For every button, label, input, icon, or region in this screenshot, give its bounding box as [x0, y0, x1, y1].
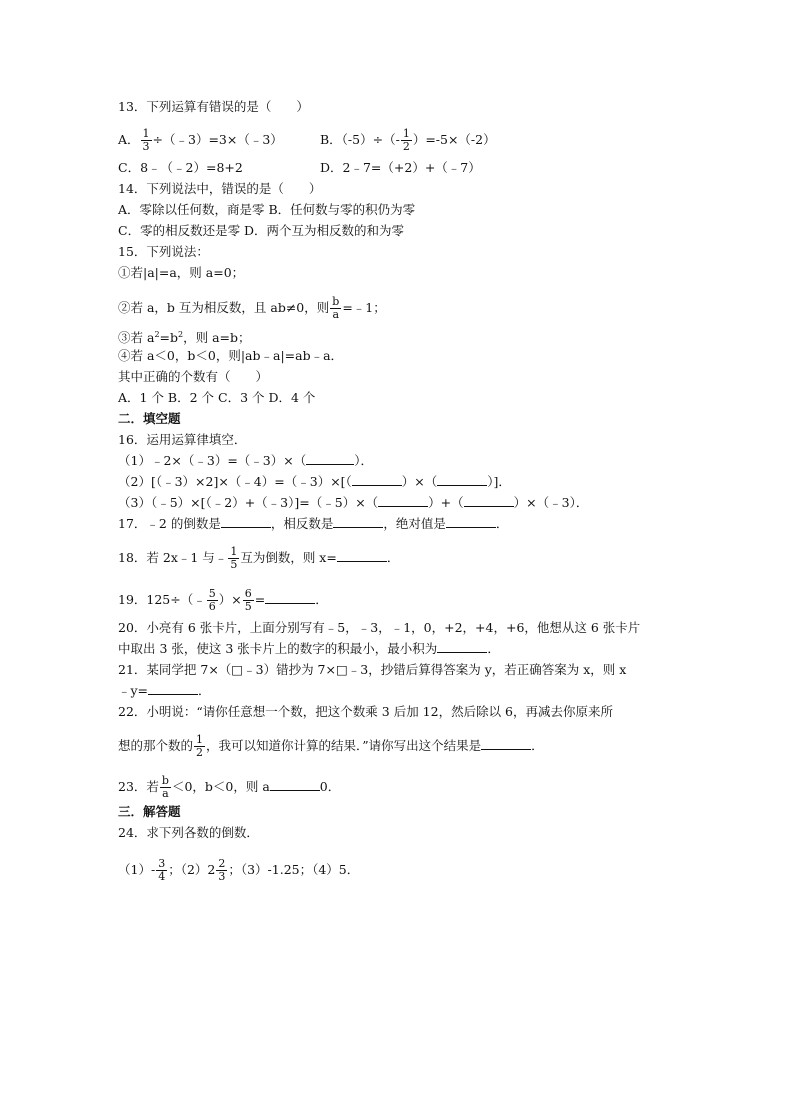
fraction-b-a: $\frac{b}{a}$ [161, 774, 169, 800]
answer-blank[interactable] [337, 549, 387, 562]
answer-blank[interactable] [378, 494, 428, 507]
q15-statement-3: ③若 $a^2=b^2$，则 a=b； [118, 330, 251, 345]
q15-statement-1: ①若|a|=a，则 a=0； [118, 265, 245, 280]
q16-line-3: （3）（﹣5）×[（﹣2）+（﹣3）]=（﹣5）×（ ）+（ ）×（﹣3）． [118, 495, 589, 510]
section-title-solutions: 三．解答题 [118, 804, 181, 819]
q14-options-ab: A．零除以任何数，商是零 B．任何数与零的积仍为零 [118, 202, 416, 217]
fraction-1-2: $\frac{1}{2}$ [196, 733, 204, 759]
q14-options-cd: C．零的相反数还是零 D．两个互为相反数的和为零 [118, 223, 405, 238]
answer-blank[interactable] [221, 515, 271, 528]
answer-blank[interactable] [481, 737, 531, 750]
answer-blank[interactable] [270, 778, 320, 791]
fraction-2-3: $\frac{2}{3}$ [218, 857, 226, 883]
q15-stem: 15．下列说法： [118, 244, 209, 259]
q24-items: （1）- $\frac{3}{4}$ ；（2）2 $\frac{2}{3}$ ；（3）-1.25；（4）5． [118, 857, 360, 883]
q15-statement-4: ④若 a＜0，b＜0，则|ab﹣a|=ab﹣a． [118, 348, 344, 363]
q20-line-1: 20．小亮有 6 张卡片，上面分别写有﹣5，﹣3，﹣1，0，+2，+4，+6，他想从这 6 张卡片 [118, 620, 641, 635]
answer-blank[interactable] [148, 682, 198, 695]
q24-stem: 24．求下列各数的倒数． [118, 825, 259, 840]
q16-stem: 16．运用运算律填空． [118, 432, 247, 447]
q21-line-1: 21．某同学把 7×（□﹣3）错抄为 7×□﹣3，抄错后算得答案为 y，若正确答案为 x，则 x [118, 662, 627, 677]
q19: 19．125÷（﹣ $\frac{5}{6}$ ）× $\frac{6}{5}$ = ． [118, 587, 328, 613]
fraction-1-2: $\frac{1}{2}$ [402, 127, 410, 153]
q18: 18．若 2x﹣1 与﹣ $\frac{1}{5}$ 互为倒数，则 x= ． [118, 545, 400, 571]
q22-line-1: 22．小明说：“请你任意想一个数，把这个数乘 3 后加 12，然后除以 6，再减去你原来所 [118, 704, 614, 719]
section-title-fill-in: 二．填空题 [118, 411, 181, 426]
fraction-3-4: $\frac{3}{4}$ [158, 857, 166, 883]
fraction-6-5: $\frac{6}{5}$ [244, 587, 252, 613]
q16-line-1: （1）﹣2×（﹣3）=（﹣3）×（ ）． [118, 453, 373, 468]
answer-blank[interactable] [464, 494, 514, 507]
answer-blank[interactable] [306, 452, 354, 465]
answer-blank[interactable] [265, 591, 315, 604]
fraction-1-5: $\frac{1}{5}$ [230, 545, 238, 571]
q23: 23．若 $\frac{b}{a}$ ＜0，b＜0，则 a 0． [118, 774, 341, 800]
q17: 17．﹣2 的倒数是 ，相反数是 ，绝对值是 ． [118, 516, 509, 531]
answer-blank[interactable] [352, 473, 402, 486]
q13-option-c: C．8﹣（﹣2）=8+2 [118, 160, 243, 175]
q13-options-ab: A． $\frac{1}{3}$ ÷（﹣3）=3×（﹣3） B．（-5）÷（- $\frac{1}{2}$ ）=-5×（-2） [118, 127, 496, 153]
q13-option-d: D．2﹣7=（+2）+（﹣7） [320, 160, 481, 175]
q14-stem: 14．下列说法中，错误的是（ ） [118, 181, 322, 196]
answer-blank[interactable] [446, 515, 496, 528]
answer-blank[interactable] [437, 640, 487, 653]
q13-stem: 13．下列运算有错误的是（ ） [118, 99, 309, 114]
q15-statement-2: ②若 a，b 互为相反数，且 ab≠0，则 $\frac{b}{a}$ =﹣1； [118, 295, 386, 321]
q22-line-2: 想的那个数的 $\frac{1}{2}$ ，我可以知道你计算的结果．”请你写出这个结果是 ． [118, 733, 544, 759]
q21-line-2: ﹣y= ． [118, 683, 211, 698]
fraction-b-a: $\frac{b}{a}$ [332, 295, 340, 321]
fraction-5-6: $\frac{5}{6}$ [208, 587, 216, 613]
q13-option-b: B．（-5）÷（- $\frac{1}{2}$ ）=-5×（-2） [320, 127, 496, 153]
q15-question: 其中正确的个数有（ ） [118, 369, 269, 384]
q16-line-2: （2）[（﹣3）×2]×（﹣4）=（﹣3）×[（ ）×（ ）]． [118, 474, 511, 489]
q15-options: A．1 个 B．2 个 C．3 个 D．4 个 [118, 390, 316, 405]
q13-options-cd [118, 159, 481, 177]
answer-blank[interactable] [333, 515, 383, 528]
answer-blank[interactable] [437, 473, 487, 486]
q20-line-2: 中取出 3 张，使这 3 张卡片上的数字的积最小，最小积为 ． [118, 641, 500, 656]
fraction-1-3: $\frac{1}{3}$ [142, 127, 150, 153]
